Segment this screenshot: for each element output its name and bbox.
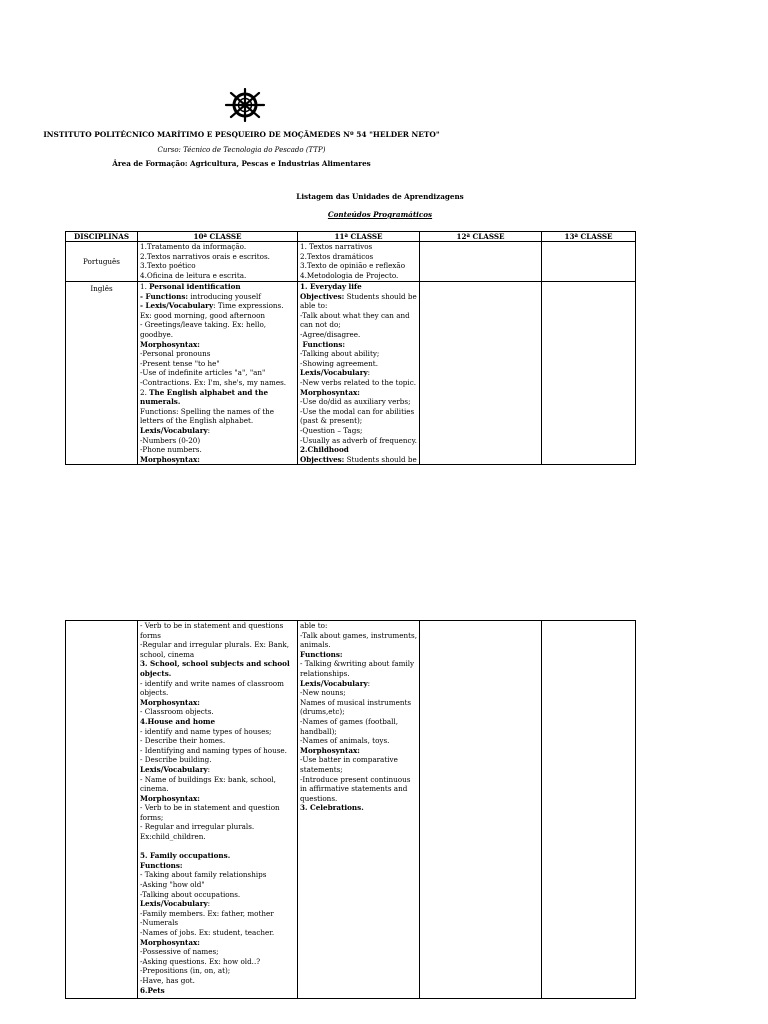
bold-text: Morphosyntax: (140, 793, 200, 803)
bold-text: 4.House and home (140, 716, 216, 726)
content-line (140, 765, 295, 775)
text: - Regular and irregular plurals. Ex:child_children. (140, 822, 257, 842)
content-line (300, 282, 417, 292)
text: : (207, 764, 211, 774)
column-header: 13ª CLASSE (542, 232, 636, 242)
text: 4.Oficina de leitura e escrita. (140, 270, 247, 280)
column-header: 11ª CLASSE (298, 232, 420, 242)
text: -Names of games (football, handball); (300, 716, 401, 736)
content-line (300, 340, 417, 350)
content-line (140, 880, 295, 890)
grade-11-cell (298, 621, 420, 999)
content-line (300, 717, 417, 736)
column-header: 12ª CLASSE (420, 232, 542, 242)
content-line (300, 291, 420, 311)
table-row (66, 621, 636, 999)
bold-text: 3. School, school subjects and school objects. (140, 659, 293, 678)
bold-text: 6.Pets (140, 985, 165, 995)
course-name: Curso: Técnico de Tecnologia do Pescado (TTP) (157, 146, 326, 154)
bold-text: Lexis/Vocabulary (300, 368, 368, 378)
table-row (66, 242, 636, 282)
grade-13-cell (542, 282, 636, 465)
content-line (140, 928, 295, 938)
text: 1.Tratamento da informação. (140, 242, 247, 251)
content-line (140, 851, 295, 861)
content-line (140, 861, 295, 871)
content-line (140, 986, 295, 996)
content-line (140, 899, 295, 909)
content-line (300, 397, 417, 407)
text: - identify and name types of houses; (140, 726, 272, 736)
content-line (300, 445, 417, 455)
grade-12-cell (420, 242, 542, 282)
content-line (140, 822, 295, 841)
grade-12-cell (420, 282, 542, 465)
grade-12-cell (420, 621, 542, 999)
listing-title: Listagem das Unidades de Aprendizagens (296, 192, 464, 201)
bold-text: Morphosyntax: (140, 454, 200, 464)
text: -Talking about ability; (300, 349, 380, 359)
content-line (140, 640, 295, 659)
content-line (140, 292, 295, 302)
content-line (140, 282, 295, 292)
content-line (140, 966, 295, 976)
text: -Talk about what they can and can not do; (300, 310, 413, 330)
text: -Family members. Ex: father, mother (140, 908, 274, 918)
content-line (300, 349, 417, 359)
text: 2. (140, 387, 150, 397)
text: -Regular and irregular plurals. Ex: Bank, school, cinema (140, 640, 292, 659)
text: able to: (300, 621, 328, 630)
text: introducing youself (188, 291, 261, 301)
text: : (367, 368, 371, 378)
text: : Time expressions. Ex: good morning, good afternoon (140, 301, 286, 320)
bold-text: - Lexis/Vocabulary (140, 301, 214, 311)
column-header: DISCIPLINAS (66, 232, 138, 242)
content-line (140, 436, 295, 446)
content-line (300, 803, 417, 813)
text: -New nouns; (300, 688, 346, 698)
content-line (140, 252, 295, 262)
content-line (300, 775, 417, 804)
content-line (140, 947, 295, 957)
discipline-cell (66, 621, 138, 999)
grade-13-cell (542, 621, 636, 999)
text: - Talking &writing about family relationships. (300, 659, 417, 678)
content-line (140, 746, 295, 756)
bold-text: 2.Childhood (300, 445, 349, 455)
curriculum-table-continuation (65, 620, 636, 999)
text: Names of musical instruments (drums,etc); (300, 697, 414, 717)
content-line (300, 621, 417, 631)
bold-text: Lexis/Vocabulary (140, 425, 208, 435)
content-line (140, 320, 295, 339)
text: -Use batter in comparative statements; (300, 755, 401, 774)
bold-text: Functions: (140, 860, 183, 870)
text: 1. Textos narrativos (300, 242, 373, 251)
text: -Have, has got. (140, 975, 195, 985)
bold-text: Personal identification (149, 282, 241, 291)
text: -Usually as adverb of frequency. (300, 435, 417, 445)
content-line (140, 445, 295, 455)
text: -Possessive of names; (140, 947, 219, 957)
text: -Prepositions (in, on, at); (140, 966, 231, 976)
text: -New verbs related to the topic. (300, 377, 417, 387)
grade-11-cell (298, 282, 420, 465)
text: -Names of animals, toys. (300, 736, 390, 746)
content-line (140, 368, 295, 378)
content-line (140, 698, 295, 708)
grade-11-cell (298, 242, 420, 282)
table-header-row (66, 232, 636, 242)
content-line (140, 301, 295, 320)
bold-text: Morphosyntax: (140, 339, 200, 349)
content-line (300, 436, 417, 446)
institute-title: INSTITUTO POLITÉCNICO MARÍTIMO E PESQUEIRO DE MOÇÂMEDES Nº 54 "HELDER NETO" (43, 130, 440, 139)
text: 4.Metodologia de Projecto. (300, 270, 399, 280)
content-line (140, 426, 295, 436)
content-line (300, 455, 417, 465)
content-line (300, 261, 417, 271)
content-line (140, 794, 295, 804)
content-line (140, 679, 295, 698)
content-line (300, 271, 417, 281)
text: 2.Textos dramáticos (300, 251, 374, 261)
discipline-cell: Inglês (66, 282, 138, 465)
text: 2.Textos narrativos orais e escritos. (140, 251, 270, 261)
bold-text: Lexis/Vocabulary (140, 899, 208, 909)
content-line (140, 870, 295, 880)
content-line (300, 755, 417, 774)
bold-text: Morphosyntax: (300, 387, 360, 397)
text: -Use do/did as auxiliary verbs; (300, 397, 411, 407)
table-row (66, 282, 636, 465)
bold-text: Lexis/Vocabulary (300, 678, 368, 688)
bold-text: The English alphabet and the numerals. (140, 387, 271, 407)
content-line (300, 359, 417, 369)
content-line (140, 388, 295, 407)
text: -Asking questions. Ex: how old..? (140, 956, 261, 966)
text: -Names of jobs. Ex: student, teacher. (140, 928, 275, 937)
text: -Present tense "to he" (140, 358, 220, 368)
text: - identify and write names of classroom objects. (140, 678, 287, 698)
content-line (140, 976, 295, 986)
content-line (140, 271, 295, 281)
training-area: Área de Formação: Agricultura, Pescas e Industrias Alimentares (112, 159, 371, 168)
content-line (140, 727, 295, 737)
content-line (300, 368, 417, 378)
bold-text: Morphosyntax: (140, 937, 200, 947)
text: -Showing agreement. (300, 358, 378, 368)
text: 3.Texto de opinião e reflexão (300, 261, 406, 271)
content-line (140, 842, 295, 852)
text: Students should be able to: (300, 291, 420, 311)
grade-10-cell (138, 282, 298, 465)
content-line (300, 378, 417, 388)
text: -Agree/disagree. (300, 329, 361, 339)
content-line (140, 736, 295, 746)
content-line (140, 659, 295, 678)
text: : (207, 425, 211, 435)
text: -Numerals (140, 918, 179, 928)
text: Students should be (344, 454, 417, 464)
text: -Phone numbers. (140, 445, 202, 455)
content-line (140, 261, 295, 271)
content-line (300, 311, 417, 330)
bold-text: 1. Everyday life (300, 282, 362, 291)
content-line (140, 455, 295, 465)
text: - Verb to be in statement and questions forms (140, 621, 286, 640)
content-line (140, 890, 295, 900)
text: : (207, 899, 211, 909)
content-line (300, 330, 417, 340)
content-line (300, 736, 417, 746)
text: -Introduce present continuous in affirmative statements and questions. (300, 774, 413, 803)
content-line (140, 918, 295, 928)
content-line (140, 407, 295, 426)
text: -Question – Tags; (300, 425, 363, 435)
text: -Contractions. Ex: I'm, she's, my names. (140, 377, 287, 387)
content-line (140, 359, 295, 369)
bold-text: Lexis/Vocabulary (140, 764, 208, 774)
grade-13-cell (542, 242, 636, 282)
content-line (140, 957, 295, 967)
content-line (300, 659, 417, 678)
content-line (140, 621, 295, 640)
text: 1. (140, 282, 150, 291)
bold-text: 5. Family occupations. (140, 851, 231, 861)
content-line (140, 340, 295, 350)
text: - Taking about family relationships (140, 870, 267, 880)
curriculum-table (65, 231, 636, 465)
content-line (300, 679, 417, 689)
text: - Verb to be in statement and question forms; (140, 803, 282, 822)
text: - Identifying and naming types of house. (140, 745, 287, 755)
content-line (300, 242, 417, 252)
content-line (300, 688, 417, 698)
content-line (300, 630, 420, 650)
grade-10-cell (138, 621, 298, 999)
bold-text: Functions: (300, 649, 343, 659)
contents-title: Conteúdos Programáticos (327, 210, 433, 219)
content-line (140, 707, 295, 717)
content-line (300, 698, 417, 717)
bold-text: Functions: (300, 339, 346, 349)
text: - Describe building. (140, 755, 212, 765)
text: - Classroom objects. (140, 707, 214, 717)
ship-wheel-icon (223, 88, 267, 122)
content-line (300, 650, 417, 660)
content-line (140, 242, 295, 252)
bold-text: Objectives: (300, 454, 345, 464)
text: 3.Texto poético (140, 261, 196, 271)
column-header: 10ª CLASSE (138, 232, 298, 242)
content-line (140, 755, 295, 765)
content-line (300, 388, 417, 398)
text: -Talking about occupations. (140, 889, 241, 899)
text: - Name of buildings Ex: bank, school, cinema. (140, 774, 279, 794)
bold-text: Objectives: (300, 291, 345, 301)
grade-10-cell (138, 242, 298, 282)
content-line (140, 803, 295, 822)
bold-text: Morphosyntax: (300, 745, 360, 755)
content-line (300, 252, 417, 262)
content-line (140, 349, 295, 359)
bold-text: - Functions: (140, 291, 189, 301)
content-line (300, 407, 417, 426)
text: - Greetings/leave taking. Ex: hello, goodbye. (140, 320, 269, 339)
text: : (367, 678, 371, 688)
text: -Use of indefinite articles "a", "an" (140, 368, 266, 378)
content-line (140, 909, 295, 919)
text: -Use the modal can for abilities (past & present); (300, 406, 417, 426)
text: - Describe their homes. (140, 736, 226, 746)
bold-text: 3. Celebrations. (300, 803, 364, 813)
content-line (140, 775, 295, 794)
content-line (140, 938, 295, 948)
text: -Numbers (0-20) (140, 435, 201, 445)
text: -Personal pronouns (140, 349, 211, 359)
content-line (140, 717, 295, 727)
text: -Asking "how old" (140, 880, 205, 890)
bold-text: Morphosyntax: (140, 697, 200, 707)
discipline-cell: Português (66, 242, 138, 282)
content-line (300, 746, 417, 756)
text: -Talk about games, instruments, animals. (300, 630, 420, 650)
text: Functions: Spelling the names of the letters of the English alphabet. (140, 406, 277, 426)
content-line (300, 426, 417, 436)
content-line (140, 378, 295, 388)
